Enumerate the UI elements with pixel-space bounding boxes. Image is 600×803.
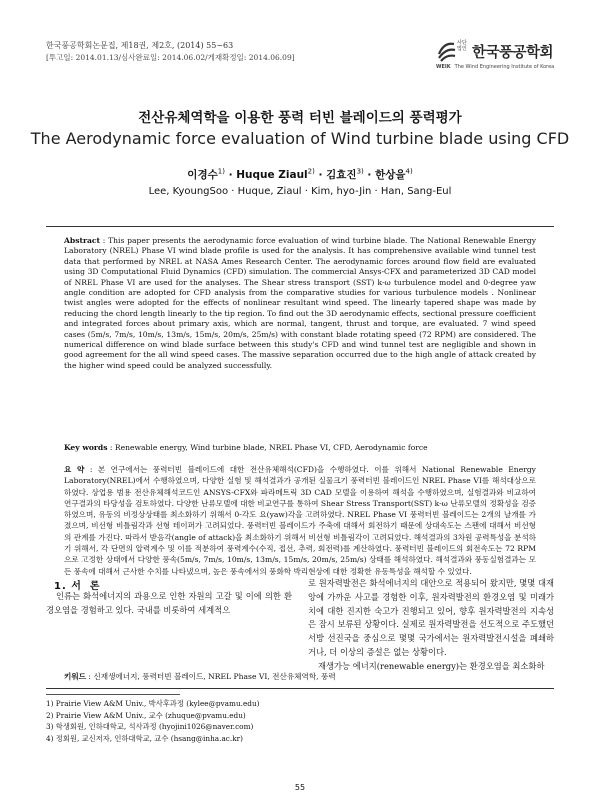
keywords-text: : Renewable energy, Wind turbine blade, NREL Phase VI, CFD, Aerodynamic force xyxy=(107,443,428,452)
title-english: The Aerodynamic force evaluation of Wind turbine blade using CFD xyxy=(30,129,570,148)
keywords-label: Key words xyxy=(64,443,108,452)
page-number: 55 xyxy=(294,783,306,792)
section-title: 론 xyxy=(89,581,101,592)
paragraph-text: 재생가능 에너지(renewable energy)는 환경오염을 최소화하 xyxy=(318,660,545,671)
korean-keywords-label: 키워드 xyxy=(64,672,87,681)
title-korean: 전산유체역학을 이용한 풍력 터빈 블레이드의 풍력평가 xyxy=(138,110,462,126)
author-mark: 1) xyxy=(217,167,225,176)
korean-abstract-text: : 본 연구에서는 풍력터빈 블레이드에 대한 전산유체해석(CFD)을 수행하였다. 이를 위해서 National Renewable Energy Laboratory(NREL)에서 수행하였으며, 다양한 실험 및 해석결과가 공개된 실물크기 풍력터빈 블레이드인 NREL Phase VI를 해석대상으로 하였다. 상업용 범용 전산유체해석코드인 ANSYS-CFX와 파라메트릭 3D CAD 모델을 이용하여 해석을 수행하였으며, 실험결과와 비교하여 연구결과의 타당성을 검토하였다. 다양한 난류모델에 대한 비교연구를 통하여 Shear Stress Transport(SST) k-ω 난류모델의 정확성을 검증하였으며, 유동의 비정상상태를 최소화하기 위해서 0-각도 요(yaw)각을 고려하였다. NREL Phase VI 풍력터빈 블레이드는 2개의 날개를 가졌으며, 비선형 비틀림각과 선형 테이퍼가 고려되었다. 풍력터빈 블레이드가 주축에 대해서 회전하기 때문에 상대속도는 스팬에 대해서 비선형의 관계를 가진다. 따라서 받음각(angle of attack)을 최소화하기 위해서 비선형 비틀림각이 고려되었다. 해석결과의 3차원 공력특성을 분석하기 위해서, 각 단면의 압력계수 및 이를 적분하여 풍력계수(수직, 접선, 추력, 회전력)를 계산하였다. 풍력터빈 블레이드의 회전속도는 72 RPM으로 고정한 상태에서 다양한 풍속(5m/s, 7m/s, 10m/s, 13m/s, 15m/s, 20m/s, 25m/s) 상태를 해석하였다. 해석결과와 풍동실험결과는 모든 풍속에 대해서 근사한 수치를 나타냈으며, 높은 풍속에서의 풍화학 박리현상에 대한 정확한 유동특성을 해석할 수 있었다. xyxy=(64,465,536,576)
author-separator: · xyxy=(314,169,327,181)
footnote: 2) Prairie View A&M Univ., 교수 (zhuque@pvamu.edu) xyxy=(46,710,246,720)
journal-citation: 한국풍공학회논문집, 제18권, 제2호, (2014) 55~63 xyxy=(46,41,234,50)
author-separator: · xyxy=(363,169,376,181)
korean-abstract xyxy=(64,464,536,577)
author-name: 김효진 xyxy=(326,169,357,181)
logo-mark-icon xyxy=(436,40,458,62)
logo-subtitle xyxy=(436,64,554,70)
logo-small-text: 사단법인 xyxy=(457,40,467,52)
footnote: 4) 정회원, 교신저자, 인하대학교, 교수 (hsang@inha.ac.kr) xyxy=(46,733,243,743)
paragraph: 로 원자력발전은 화석에너지의 대안으로 적용되어 왔지만, 몇몇 대재앙에 가까운 사고를 경험한 이후, 원자력발전의 환경오염 및 미래가치에 대한 진지한 숙고가 진행되고 있어, 향후 원자력발전의 지속성은 잠시 보류된 상황이다. 실제로 원자력발전을 선도적으로 주도했던 서방 선진국을 중심으로 몇몇 국가에서는 원자력발전시설을 폐쇄하거나, 더 이상의 증설은 없는 상황이다. xyxy=(308,578,554,657)
right-column-text xyxy=(308,577,554,674)
korean-keywords-text: : 신재생에너지, 풍력터빈 블레이드, NREL Phase VI, 전산유체역학, 풍력 xyxy=(86,672,336,681)
paragraph: 인류는 화석에너지의 과용으로 인한 자원의 고갈 및 이에 의한 환경오염을 경험하고 있다. 국내를 비롯하여 세계적으 xyxy=(46,591,292,615)
author-name: 한상을 xyxy=(375,169,406,181)
abstract-top-rule xyxy=(46,226,554,227)
author-name: 이경수 xyxy=(187,169,218,181)
submission-dates: [투고일: 2014.01.13/심사완료일: 2014.06.02/게재확정일: 2014.06.09] xyxy=(46,53,295,62)
logo-abbr: WEIK xyxy=(436,64,451,70)
footnotes xyxy=(46,698,296,744)
abstract-label: Abstract xyxy=(64,236,101,245)
logo-english-name: The Wind Engineering Institute of Korea xyxy=(454,64,555,70)
authors-korean xyxy=(0,167,600,182)
section-number: 1. 서 xyxy=(54,581,82,592)
authors-english: Lee, KyoungSoo · Huque, Ziaul · Kim, hyo-Jin · Han, Sang-Eul xyxy=(148,186,452,197)
footnote: 3) 학생회원, 인하대학교, 석사과정 (hyojini1026@naver.com) xyxy=(46,722,254,731)
abstract-bottom-rule xyxy=(46,688,554,689)
logo-name: 한국풍공학회 xyxy=(472,45,554,61)
korean-abstract-label: 요 약 xyxy=(64,465,85,474)
keywords xyxy=(64,443,536,453)
author-mark: 3) xyxy=(356,167,364,176)
author-mark: 4) xyxy=(405,167,413,176)
author-separator: · xyxy=(224,169,237,181)
left-column-text xyxy=(46,590,292,618)
author-name: Huque Ziaul xyxy=(236,169,308,181)
paragraph xyxy=(308,660,554,674)
footnote-rule xyxy=(46,694,180,695)
abstract xyxy=(64,236,536,371)
society-logo xyxy=(436,40,566,70)
author-mark: 2) xyxy=(307,167,315,176)
footnote: 1) Prairie View A&M Univ., 박사후과정 (kylee@pvamu.edu) xyxy=(46,699,260,708)
abstract-text: : This paper presents the aerodynamic force evaluation of wind turbine blade. The National Renewable Energy Laboratory (NREL) Phase VI wind blade profile is used for the analysis. It has comprehensive available wind tunnel test data that performed by NREL at NASA Ames Research Center. The aerodynamic forces around flow field are evaluated using 3D Computational Fluid Dynamics (CFD) simulation. The commercial Ansys-CFX and parameterized 3D CAD model of NREL Phase VI are used for the analyses. The Shear stress transport (SST) k-ω turbulence model and 0-degree yaw angle condition are adopted for CFD analysis from the comparative studies for various turbulence models . Nonlinear twist angles were adopted for the effects of nonlinear resultant wind speed. The linearly tapered shape was made by reducing the chord length linearly to the tip region. To find out the 3D aerodynamic effects, sectional pressure coefficient and integrated forces about primary axis, which are normal, tangent, thrust and torque, are evaluated. 7 wind speed cases (5m/s, 7m/s, 10m/s, 13m/s, 15m/s, 20m/s, 25m/s) with constant blade rotating speed (72 RPM) are considered. The numerical difference on wind blade surface between this study's CFD and wind tunnel test are negligible and shown in good agreement for the all wind speed cases. The massive separation occurred due to the high angle of attack created by the higher wind speed could be analyzed successfully. xyxy=(64,236,536,370)
